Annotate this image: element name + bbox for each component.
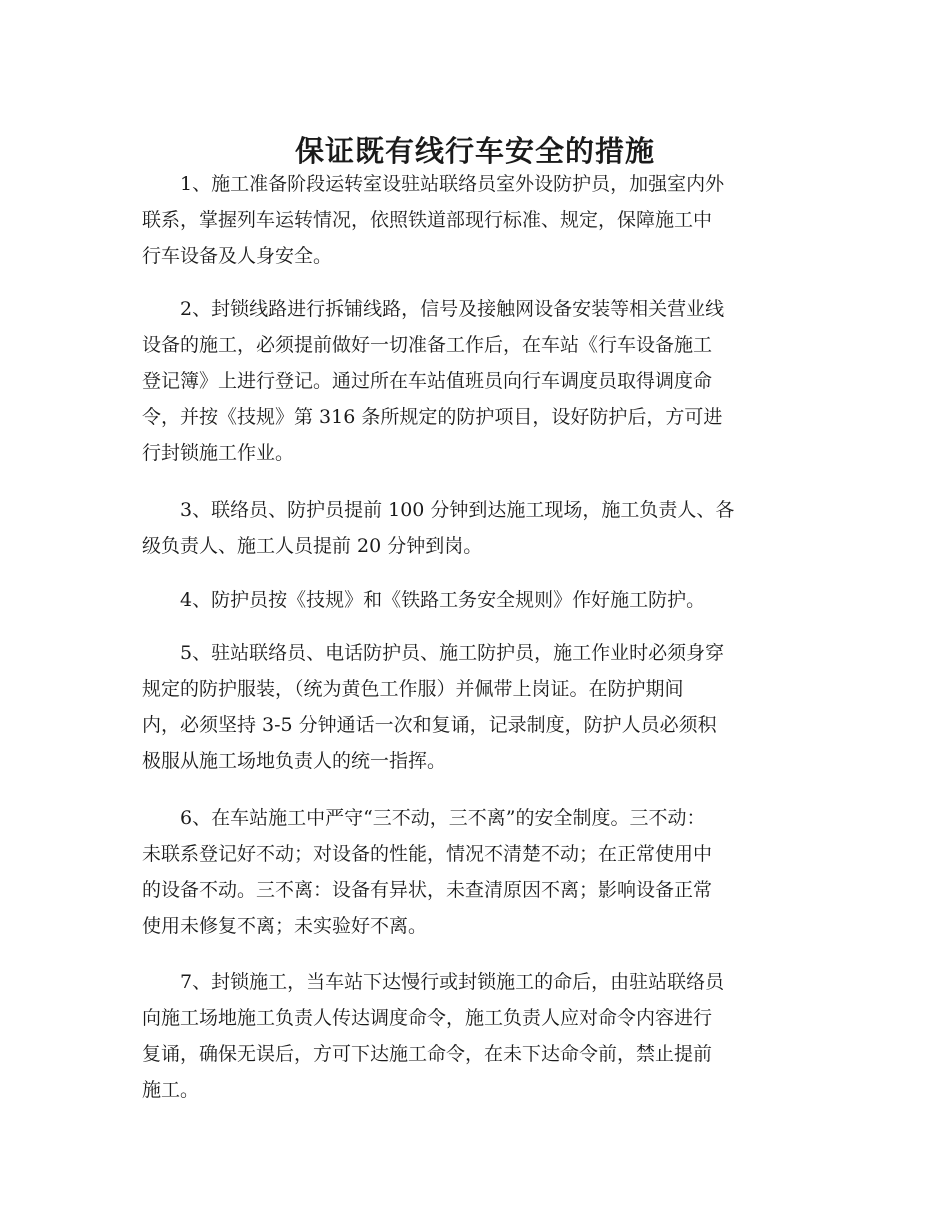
document-title: 保证既有线行车安全的措施 — [294, 134, 655, 169]
paragraph-3: 3、联络员、防护员提前 100 分钟到达施工现场，施工负责人、各 级负责人、施工人员提前 20 分钟到岗。 — [142, 499, 735, 557]
paragraph-7: 7、封锁施工，当车站下达慢行或封锁施工的命后，由驻站联络员 向施工场地施工负责人传达调度命令，施工负责人应对命令内容进行 复诵，确保无误后，方可下达施工命令，在未下达命令前，禁止提前 施工。 — [142, 971, 725, 1101]
paragraph-2: 2、封锁线路进行拆铺线路，信号及接触网设备安装等相关营业线 设备的施工，必须提前做好一切准备工作后，在车站《行车设备施工 登记簿》上进行登记。通过所在车站值班员向行车调度员取得调度命 令，并按《技规》第 316 条所规定的防护项目，设好防护后，方可进 行封锁施工作业。 — [142, 298, 725, 464]
paragraph-4: 4、防护员按《技规》和《铁路工务安全规则》作好施工防护。 — [180, 589, 706, 611]
paragraph-1: 1、施工准备阶段运转室设驻站联络员室外设防护员，加强室内外 联系，掌握列车运转情况，依照铁道部现行标准、规定，保障施工中 行车设备及人身安全。 — [142, 173, 725, 267]
paragraph-5: 5、驻站联络员、电话防护员、施工防护员，施工作业时必须身穿 规定的防护服装，（统为黄色工作服）并佩带上岗证。在防护期间 内，必须坚持 3-5 分钟通话一次和复诵，记录制度，防护人员必须积 极服从施工场地负责人的统一指挥。 — [142, 642, 725, 772]
paragraph-6: 6、在车站施工中严守“三不动，三不离”的安全制度。三不动： 未联系登记好不动；对设备的性能，情况不清楚不动；在正常使用中 的设备不动。三不离：设备有异状，未查清原因不离；影响设备正常 使用未修复不离；未实验好不离。 — [142, 807, 713, 937]
